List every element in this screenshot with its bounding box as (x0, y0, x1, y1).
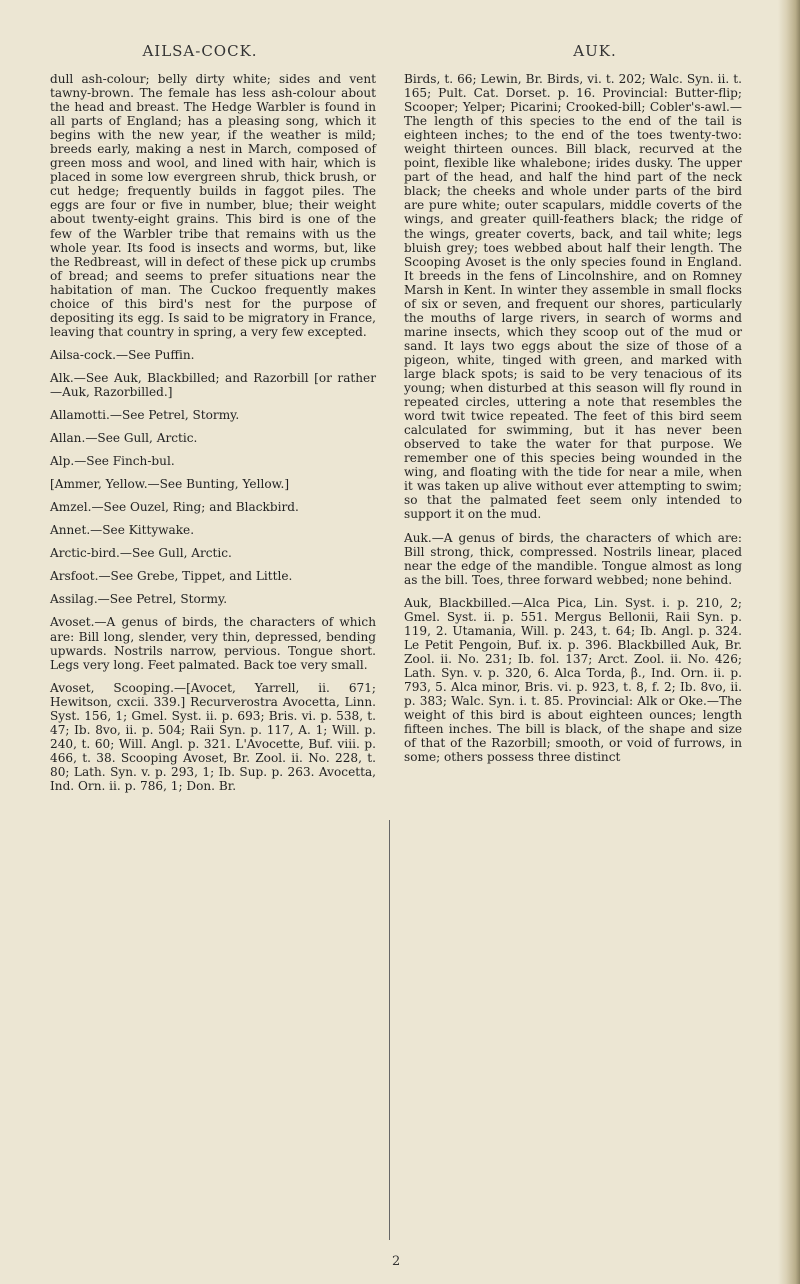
entry: Auk, Blackbilled.—Alca Pica, Lin. Syst. i. p. 210, 2; Gmel. Syst. ii. p. 551. Mergus Bellonii, Raii Syn. p. 119, 2. Utamania, Will. p. 243, t. 64; Ib. Angl. p. 324. Le Petit Pengoin, Buf. ix. p. 396. Blackbilled Auk, Br. Zool. ii. No. 231; Ib. fol. 137; Arct. Zool. ii. No. 426; Lath. Syn. v. p. 320, 6. Alca Torda, β., Ind. Orn. ii. p. 793, 5. Alca minor, Bris. vi. p. 923, t. 8, f. 2; Ib. 8vo, ii. p. 383; Walc. Syn. i. t. 85. Provincial: Alk or Oke.—The weight of this bird is about eighteen ounces; length fifteen inches. The bill is black, of the shape and size of that of the Razorbill; smooth, or void of furrows, in some; others possess three distinct (404, 595, 742, 765)
page-edge (778, 0, 800, 1284)
entry: Ailsa-cock.—See Puffin. (50, 347, 195, 362)
entry: Allamotti.—See Petrel, Stormy. (50, 408, 240, 423)
page-number: 2 (392, 1254, 401, 1269)
entry: Allan.—See Gull, Arctic. (50, 431, 198, 446)
running-header-right: AUK. (573, 42, 617, 60)
entry: [Ammer, Yellow.—See Bunting, Yellow.] (50, 477, 290, 492)
entry: Amzel.—See Ouzel, Ring; and Blackbird. (50, 500, 299, 515)
entry: Alk.—See Auk, Blackbilled; and Razorbill [or rather—Auk, Razorbilled.] (50, 370, 376, 399)
entry: Arctic-bird.—See Gull, Arctic. (50, 546, 232, 561)
entry: Avoset, Scooping.—[Avocet, Yarrell, ii. 671; Hewitson, cxcii. 339.] Recurverostra Avocetta, Linn. Syst. 156, 1; Gmel. Syst. ii. p. 693; Bris. vi. p. 538, t. 47; Ib. 8vo, ii. p. 504; Raii Syn. p. 117, A. 1; Will. p. 240, t. 60; Will. Angl. p. 321. L'Avocette, Buf. viii. p. 466, t. 38. Scooping Avoset, Br. Zool. ii. No. 228, t. 80; Lath. Syn. v. p. 293, 1; Ib. Sup. p. 263. Avocetta, Ind. Orn. ii. p. 786, 1; Don. Br. (50, 680, 376, 793)
left-column (50, 72, 376, 802)
entry: Annet.—See Kittywake. (50, 523, 195, 538)
paragraph: dull ash-colour; belly dirty white; sides and vent tawny-brown. The female has less ash-colour about the head and breast. The Hedge Warbler is found in all parts of England; has a pleasing song, which it begins with the new year, if the weather is mild; breeds early, making a nest in March, composed of green moss and wool, and lined with hair, which is placed in some low evergreen shrub, thick brush, or cut hedge; frequently builds in faggot piles. The eggs are four or five in number, blue; their weight about twenty-eight grains. This bird is one of the few of the Warbler tribe that remains with us the whole year. Its food is insects and worms, but, like the Redbreast, will in defect of these pick up crumbs of bread; and seems to prefer situations near the habitation of man. The Cuckoo frequently makes choice of this bird's nest for the purpose of depositing its egg. Is said to be migratory in France, leaving that country in spring, a very few excepted. (50, 72, 376, 339)
entry: Arsfoot.—See Grebe, Tippet, and Little. (50, 569, 293, 584)
entry: Auk.—A genus of birds, the characters of which are: Bill strong, thick, compressed. Nostrils linear, placed near the edge of the mandible. Tongue almost as long as the bill. Toes, three forward webbed; none behind. (404, 530, 742, 587)
entry: Assilag.—See Petrel, Stormy. (50, 592, 228, 607)
column-divider (389, 820, 390, 1240)
running-header-left: AILSA-COCK. (142, 42, 258, 60)
paragraph: Birds, t. 66; Lewin, Br. Birds, vi. t. 202; Walc. Syn. ii. t. 165; Pult. Cat. Dorset. p. 16. Provincial: Butter-flip; Scooper; Yelper; Picarini; Crooked-bill; Cobler's-awl.—The length of this species to the end of the tail is eighteen inches; to the end of the toes twenty-two: weight thirteen ounces. Bill black, recurved at the point, flexible like whalebone; irides dusky. The upper part of the head, and half the hind part of the neck black; the cheeks and whole under parts of the bird are pure white; outer scapulars, middle coverts of the wings, and greater quill-feathers black; the ridge of the wings, greater coverts, back, and tail white; legs bluish grey; toes webbed about half their length. The Scooping Avoset is the only species found in England. It breeds in the fens of Lincolnshire, and on Romney Marsh in Kent. In winter they assemble in small flocks of six or seven, and frequent our shores, particularly the mouths of large rivers, in search of worms and marine insects, which they scoop out of the mud or sand. It lays two eggs about the size of those of a pigeon, white, tinged with green, and marked with large black spots; is said to be very tenacious of its young; when disturbed at this season will fly round in repeated circles, uttering a note that resembles the word twit twice repeated. The feet of this bird seem calculated for swimming, but it has never been observed to take the water for that purpose. We remember one of this species being wounded in the wing, and floating with the tide for near a mile, when it was taken up alive without ever attempting to swim; so that the palmated feet seem only intended to support it on the mud. (404, 72, 742, 522)
entry: Alp.—See Finch-bul. (50, 454, 175, 469)
entry: Avoset.—A genus of birds, the characters of which are: Bill long, slender, very thin, depressed, bending upwards. Nostrils narrow, pervious. Tongue short. Legs very long. Feet palmated. Back toe very small. (50, 615, 376, 672)
right-column (404, 72, 742, 773)
